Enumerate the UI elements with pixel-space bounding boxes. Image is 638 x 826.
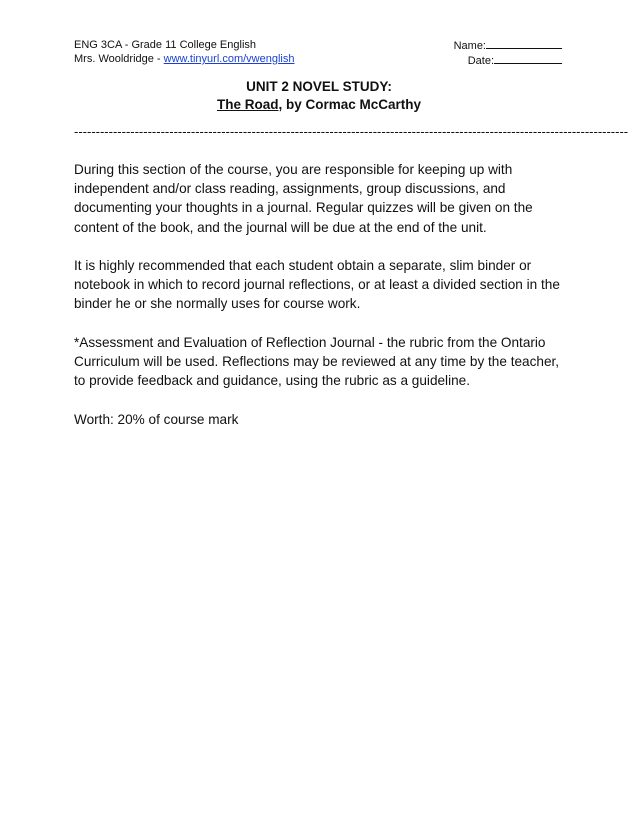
paragraph-worth: Worth: 20% of course mark [74, 411, 239, 427]
document-title [0, 78, 638, 114]
name-field[interactable] [454, 38, 562, 53]
name-label: Name: [453, 40, 486, 52]
paragraph-responsibilities: During this section of the course, you are responsible for keeping up with independent and/or class reading, assignments, group discussions, and documenting your thoughts in a journal. Regular quizzes will be given on the content of the book, and the journal will be due at the end of the unit. [74, 162, 533, 235]
header-course-info [74, 38, 294, 66]
book-title: The Road [216, 97, 279, 112]
dashed-divider: -------------------------------------------------------------------------------------------------------------------------------- [74, 124, 629, 139]
course-title: ENG 3CA - Grade 11 College English [74, 39, 256, 51]
date-label: Date: [467, 55, 494, 67]
teacher-name: Mrs. Wooldridge - [74, 53, 164, 65]
paragraph-binder: It is highly recommended that each student obtain a separate, slim binder or notebook in which to record journal reflections, or at least a divided section in the binder he or she normally uses for course work. [74, 258, 560, 312]
date-field[interactable] [454, 53, 562, 68]
document-body [74, 160, 566, 448]
name-blank[interactable] [486, 38, 562, 49]
date-blank[interactable] [494, 53, 562, 64]
unit-heading: UNIT 2 NOVEL STUDY: [246, 79, 392, 94]
teacher-line [74, 52, 294, 66]
book-heading [0, 96, 638, 114]
paragraph-assessment: *Assessment and Evaluation of Reflection Journal - the rubric from the Ontario Curriculum will be used. Reflections may be reviewed at any time by the teacher, to provide feedback and guidance, using the rubric as a guideline. [74, 334, 560, 389]
book-author: , by Cormac McCarthy [278, 97, 422, 112]
header-student-fields [454, 38, 562, 68]
teacher-website-link[interactable]: www.tinyurl.com/vwenglish [163, 53, 295, 65]
